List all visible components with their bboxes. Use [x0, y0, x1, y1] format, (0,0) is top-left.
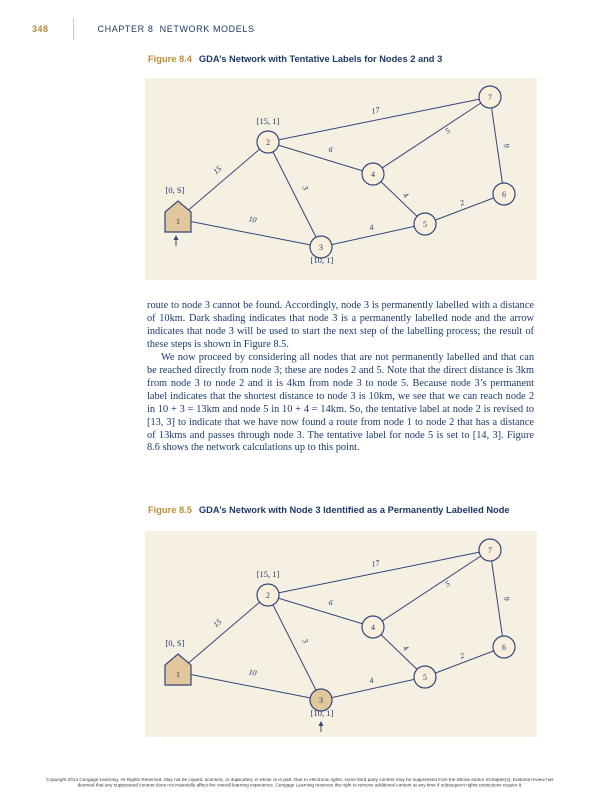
figure-8-4-label: Figure 8.4 [148, 54, 192, 64]
edge-1-2 [178, 595, 268, 672]
node-1 [165, 638, 191, 685]
node-number: 6 [502, 190, 506, 199]
node-number: 3 [319, 243, 323, 252]
node-distance-label: [15, 1] [256, 569, 280, 579]
figure-8-5-title: GDA’s Network with Node 3 Identified as a Permanently Labelled Node [198, 505, 510, 515]
network-diagram-svg [145, 531, 537, 737]
node-3 [310, 236, 333, 265]
edge-2-3 [268, 142, 321, 247]
paragraph-1: route to node 3 cannot be found. Accordingly, node 3 is permanently labelled with a distance of 10km. Dark shading indicates that node 3 is a permanently labelled node and the arrow indicates that node 3 will be used to start the next step of the labelling process; the result of these steps is shown in Figure 8.5. [147, 300, 534, 350]
copyright-line-2: deemed that any suppressed content does not materially affect the overall learning experience. Cengage Learning reserves the right to remove additional content at any time if subsequent rights restrictions require it. [77, 783, 523, 789]
edge-weight-6-7: 9 [501, 143, 512, 149]
edge-5-6 [425, 647, 504, 677]
edge-weight-2-3: 3 [300, 637, 311, 645]
edge-2-4 [268, 595, 373, 627]
next-step-arrow-icon [174, 235, 179, 246]
node-7 [479, 86, 501, 108]
node-number: 4 [371, 623, 375, 632]
node-distance-label: [0, S] [165, 185, 185, 195]
page-number: 348 [32, 24, 49, 34]
edge-weight-1-3: 10 [247, 214, 258, 225]
next-step-arrow-icon [319, 721, 324, 732]
node-distance-label: [10, 1] [310, 708, 334, 718]
edge-weight-4-5: 4 [401, 643, 411, 653]
figure-8-5-label: Figure 8.5 [148, 505, 192, 515]
node-7 [479, 539, 501, 561]
node-number: 1 [176, 670, 180, 679]
edge-2-3 [268, 595, 321, 700]
node-6 [493, 636, 515, 658]
edge-6-7 [490, 550, 504, 647]
body-text [147, 300, 534, 455]
edge-weight-4-7: 5 [443, 579, 452, 589]
node-2 [257, 569, 280, 606]
edge-weight-2-4: 6 [327, 597, 334, 608]
figure-8-5-caption [148, 505, 510, 515]
node-number: 5 [423, 220, 427, 229]
node-number: 5 [423, 673, 427, 682]
chapter-title: CHAPTER 8 NETWORK MODELS [97, 24, 255, 34]
copyright-line-1: Copyright 2014 Cengage Learning. All Rights Reserved. May not be copied, scanned, or duplicated, in whole or in part. Due to electronic rights, some third party content may be suppressed from the eBook and/or eChapter(s). Editorial review has [46, 778, 554, 783]
edge-weight-2-7: 17 [370, 105, 381, 116]
figure-8-4-title: GDA’s Network with Tentative Labels for Nodes 2 and 3 [198, 54, 443, 64]
node-6 [493, 183, 515, 205]
node-distance-label: [10, 1] [310, 255, 334, 265]
edge-weight-4-5: 4 [401, 190, 411, 200]
node-number: 3 [319, 696, 323, 705]
edge-weight-4-7: 5 [443, 126, 452, 136]
edge-weight-6-7: 9 [501, 596, 512, 602]
edge-weight-2-3: 3 [300, 184, 311, 192]
edge-weight-5-6: 2 [458, 197, 466, 208]
node-3 [310, 689, 333, 718]
edge-1-2 [178, 142, 268, 219]
node-number: 4 [371, 170, 375, 179]
edge-weight-3-5: 4 [368, 222, 375, 233]
node-number: 7 [488, 546, 492, 555]
paragraph-2: We now proceed by considering all nodes that are not permanently labelled and that can be reached directly from node 3; these are nodes 2 and 5. Note that the direct distance is 3km from node 3 to node 2 and it is 4km from node 3 to node 5. Because node 3’s permanent label indicates that the shortest distance to node 3 is 10km, we see that we can reach node 2 in 10 + 3 = 13km and node 5 in 10 + 4 = 14km. So, the tentative label at node 2 is revised to [13, 3] to indicate that we have now found a route from node 1 to node 2 that has a distance of 13kms and passes through node 3. The tentative label for node 5 is set to [14, 3]. Figure 8.6 shows the network calculations up to this point. [147, 351, 534, 454]
edge-weight-2-7: 17 [370, 558, 381, 569]
page-header [32, 20, 255, 38]
node-number: 2 [266, 591, 270, 600]
node-4 [362, 163, 384, 185]
node-number: 1 [176, 217, 180, 226]
figure-8-4-caption [148, 54, 442, 64]
edge-2-4 [268, 142, 373, 174]
node-1 [165, 185, 191, 232]
copyright-footer [4, 778, 597, 789]
node-2 [257, 116, 280, 153]
node-5 [414, 666, 436, 688]
node-distance-label: [15, 1] [256, 116, 280, 126]
edge-weight-2-4: 6 [327, 144, 334, 155]
edge-weight-3-5: 4 [368, 675, 375, 686]
header-divider [73, 18, 74, 40]
network-diagram-svg [145, 78, 537, 280]
edge-weight-1-3: 10 [247, 667, 258, 678]
edge-weight-5-6: 2 [458, 650, 466, 661]
node-5 [414, 213, 436, 235]
edge-5-6 [425, 194, 504, 224]
edge-6-7 [490, 97, 504, 194]
node-distance-label: [0, S] [165, 638, 185, 648]
node-number: 2 [266, 138, 270, 147]
node-number: 7 [488, 93, 492, 102]
figure-8-5-network-diagram [145, 531, 537, 737]
figure-8-4-network-diagram [145, 78, 537, 280]
node-4 [362, 616, 384, 638]
node-number: 6 [502, 643, 506, 652]
edge-weight-1-2: 15 [211, 617, 224, 630]
edge-weight-1-2: 15 [211, 164, 224, 177]
